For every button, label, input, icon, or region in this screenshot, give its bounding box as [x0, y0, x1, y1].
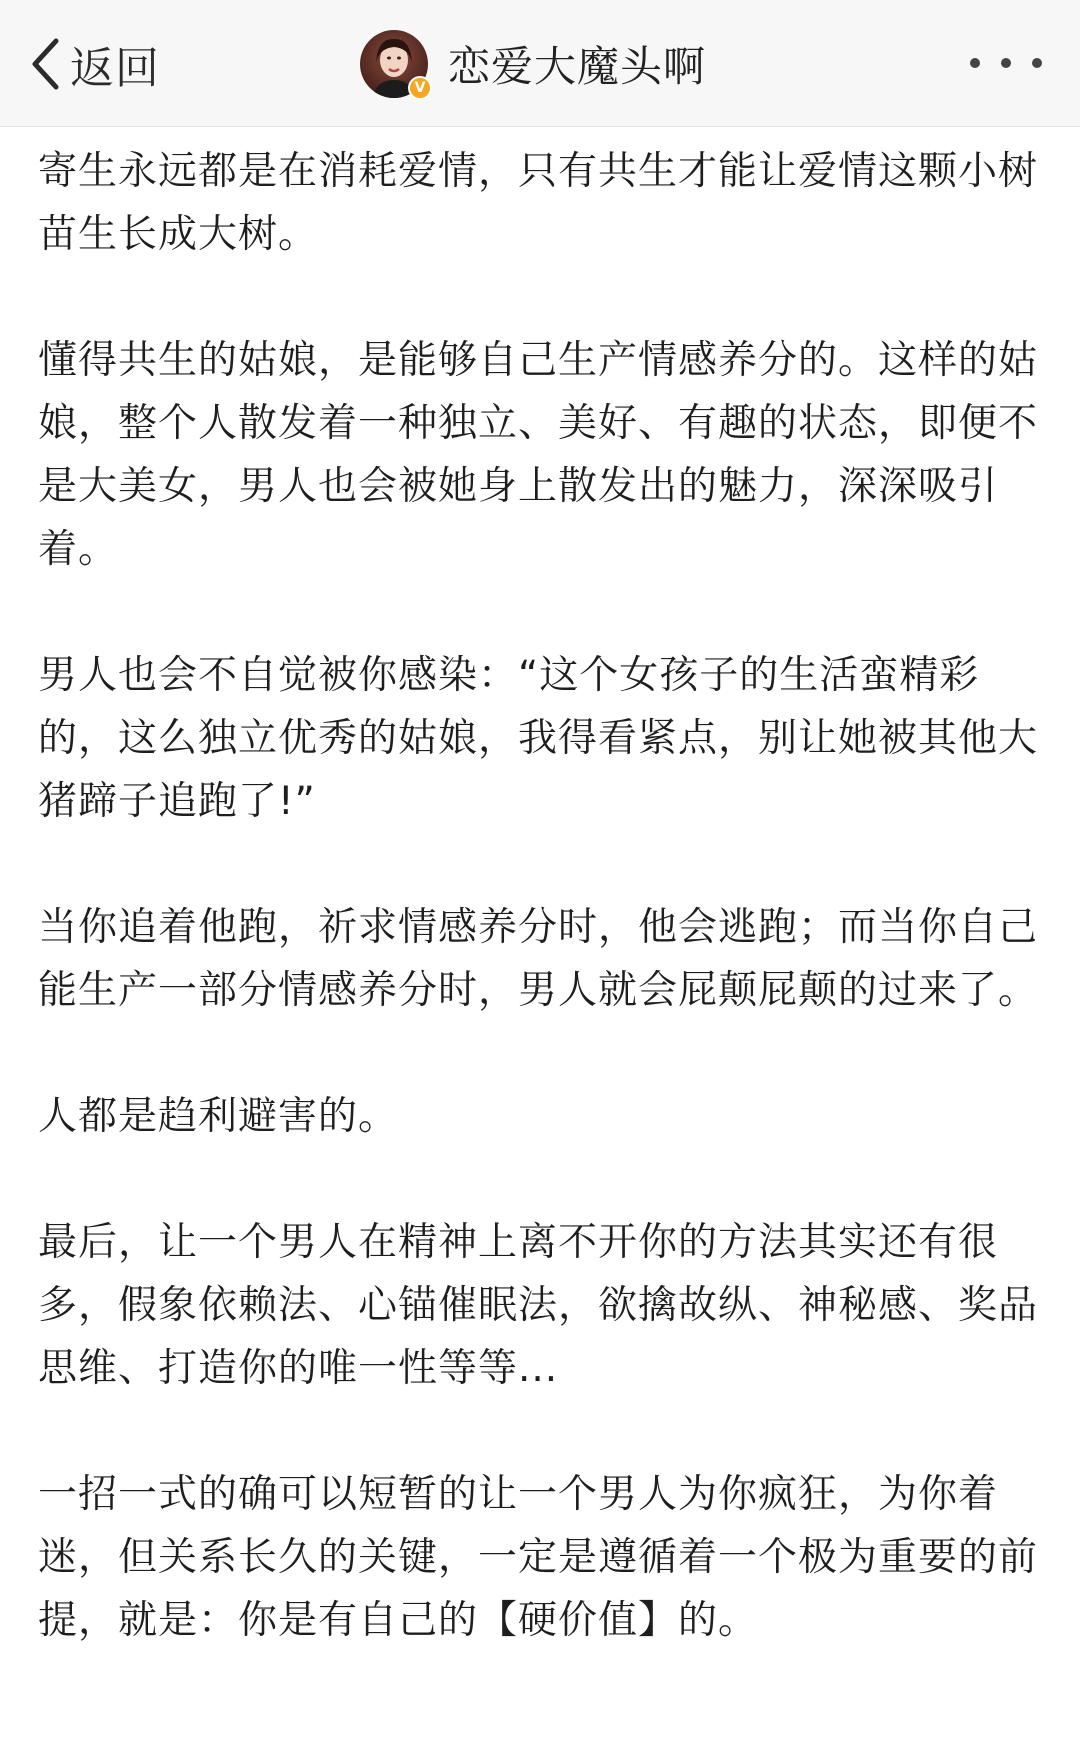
more-dots-icon	[1032, 58, 1042, 68]
account-name: 恋爱大魔头啊	[448, 42, 707, 91]
more-dots-icon	[970, 58, 980, 68]
article-paragraph: 懂得共生的姑娘，是能够自己生产情感养分的。这样的姑娘，整个人散发着一种独立、美好、有趣的状态，即便不是大美女，男人也会被她身上散发出的魅力，深深吸引着。	[38, 338, 1039, 572]
article-paragraph: 寄生永远都是在消耗爱情，只有共生才能让爱情这颗小树苗生长成大树。	[38, 149, 1039, 257]
article-paragraph: 当你追着他跑，祈求情感养分时，他会逃跑；而当你自己能生产一部分情感养分时，男人就会屁颠屁颠的过来了。	[38, 905, 1039, 1013]
avatar[interactable]	[360, 30, 428, 98]
back-label: 返回	[70, 43, 160, 94]
article-paragraph: 一招一式的确可以短暂的让一个男人为你疯狂，为你着迷，但关系长久的关键，一定是遵循着一个极为重要的前提，就是：你是有自己的【硬价值】的。	[38, 1472, 1039, 1643]
chevron-left-icon	[30, 38, 60, 90]
more-dots-icon	[1001, 58, 1011, 68]
account-title[interactable]	[360, 28, 706, 100]
article-paragraph: 最后，让一个男人在精神上离不开你的方法其实还有很多，假象依赖法、心锚催眠法，欲擒故纵、神秘感、奖品思维、打造你的唯一性等等...	[38, 1220, 1039, 1391]
more-options-button[interactable]	[970, 48, 1042, 78]
article-paragraph: 人都是趋利避害的。	[38, 1094, 399, 1139]
article-paragraph: 男人也会不自觉被你感染：“这个女孩子的生活蛮精彩的，这么独立优秀的姑娘，我得看紧点，别让她被其他大猪蹄子追跑了!”	[38, 653, 1039, 824]
article-body	[38, 140, 1050, 1715]
verified-badge-icon: V	[408, 76, 432, 100]
navigation-bar	[0, 0, 1080, 127]
back-button[interactable]	[30, 30, 160, 98]
